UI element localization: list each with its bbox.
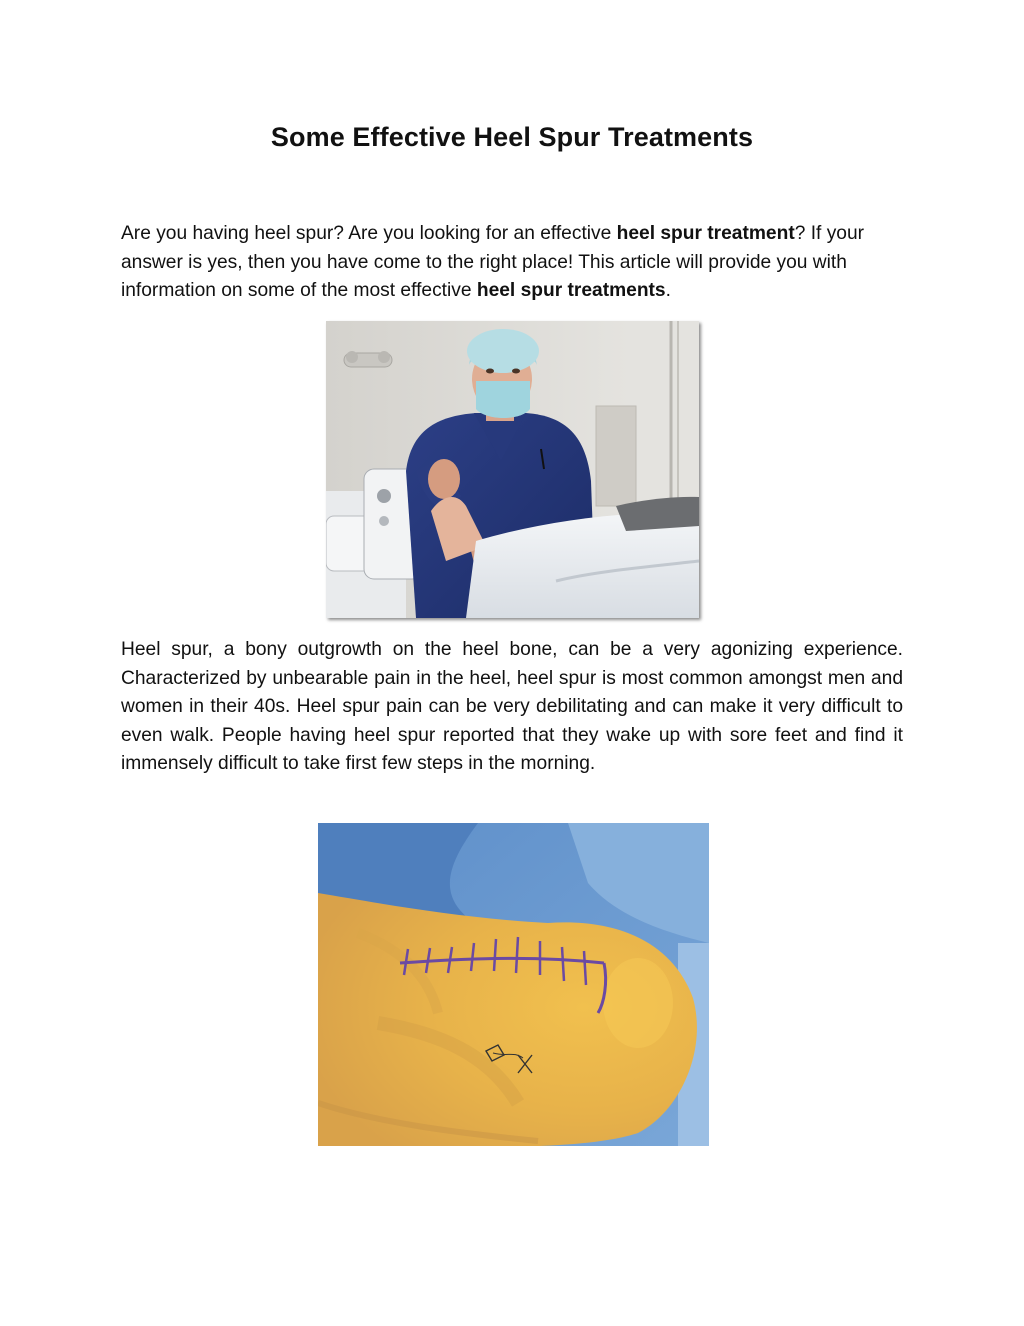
intro-paragraph (121, 220, 903, 306)
marked-heel-photo (318, 823, 709, 1146)
intro-bold-1: heel spur treatment (616, 223, 795, 244)
intro-bold-2: heel spur treatments (476, 280, 666, 301)
heel-spur-description: Heel spur, a bony outgrowth on the heel bone, can be a very agonizing experience. Characterized by unbearable pain in the heel, heel spur is most common amongst men and women in their 40s. Heel spur pain can be very debilitating and can make it very difficult to even walk. People having heel spur reported that they wake up with sore feet and find it immensely difficult to take first few steps in the morning. (121, 639, 903, 774)
intro-text-1: Are you having heel spur? Are you looking for an effective (121, 223, 617, 244)
doctor-treating-foot-photo (326, 321, 699, 618)
intro-text-3: . (665, 280, 671, 301)
page-title: Some Effective Heel Spur Treatments (270, 122, 754, 152)
intro-text-2: ? If your answer is yes, then you have come to the right place! This article will provide you with information on some of the most effective (121, 223, 865, 301)
